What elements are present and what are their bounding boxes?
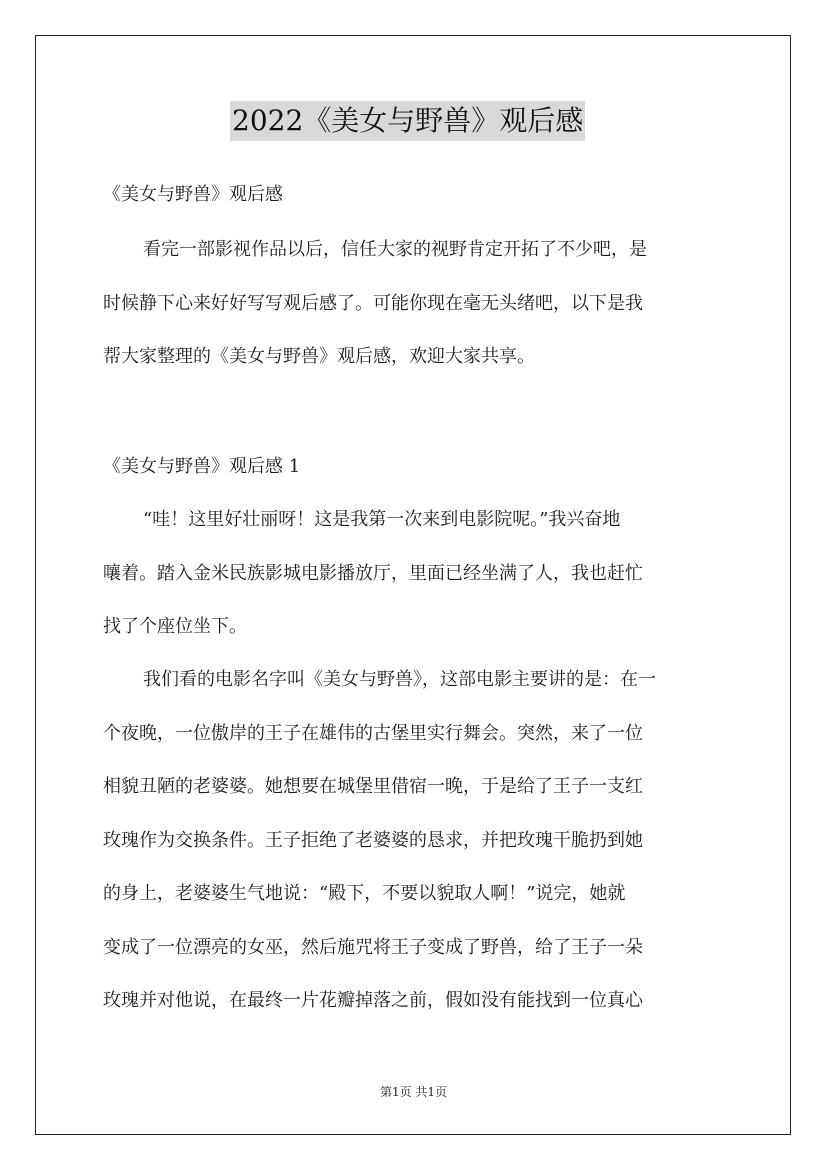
document-title: 2022《美女与野兽》观后感 <box>230 101 585 141</box>
para2-line-3: 相貌丑陋的老婆婆。她想要在城堡里借宿一晚，于是给了王子一支红 <box>103 776 643 797</box>
para2-line-4: 玫瑰作为交换条件。王子拒绝了老婆婆的恳求，并把玫瑰干脆扔到她 <box>103 829 643 851</box>
para1-line-3: 找了个座位坐下。 <box>103 616 247 637</box>
intro-line-3: 帮大家整理的《美女与野兽》观后感，欢迎大家共享。 <box>103 346 535 367</box>
page-number-footer: 第1页 共1页 <box>379 1085 448 1099</box>
para2-line-2: 个夜晚，一位傲岸的王子在雄伟的古堡里实行舞会。突然，来了一位 <box>103 722 643 744</box>
para1-line-2: 嚷着。踏入金米民族影城电影播放厅，里面已经坐满了人，我也赶忙 <box>103 562 643 584</box>
subtitle: 《美女与野兽》观后感 <box>103 184 283 205</box>
section-heading: 《美女与野兽》观后感 1 <box>103 456 301 477</box>
para2-line-7: 玫瑰并对他说，在最终一片花瓣掉落之前，假如没有能找到一位真心 <box>103 990 643 1011</box>
para2-line-6: 变成了一位漂亮的女巫，然后施咒将王子变成了野兽，给了王子一朵 <box>103 936 643 958</box>
intro-line-2: 时候静下心来好好写写观后感了。可能你现在毫无头绪吧，以下是我 <box>103 292 643 314</box>
para2-line-1: 我们看的电影名字叫《美女与野兽》，这部电影主要讲的是：在一 <box>143 669 656 690</box>
intro-line-1: 看完一部影视作品以后，信任大家的视野肯定开拓了不少吧，是 <box>143 239 647 260</box>
para1-line-1: “哇！这里好壮丽呀！这是我第一次来到电影院呢。”我兴奋地 <box>143 509 621 530</box>
para2-line-5: 的身上，老婆婆生气地说：“殿下，不要以貌取人啊！”说完，她就 <box>103 883 626 904</box>
